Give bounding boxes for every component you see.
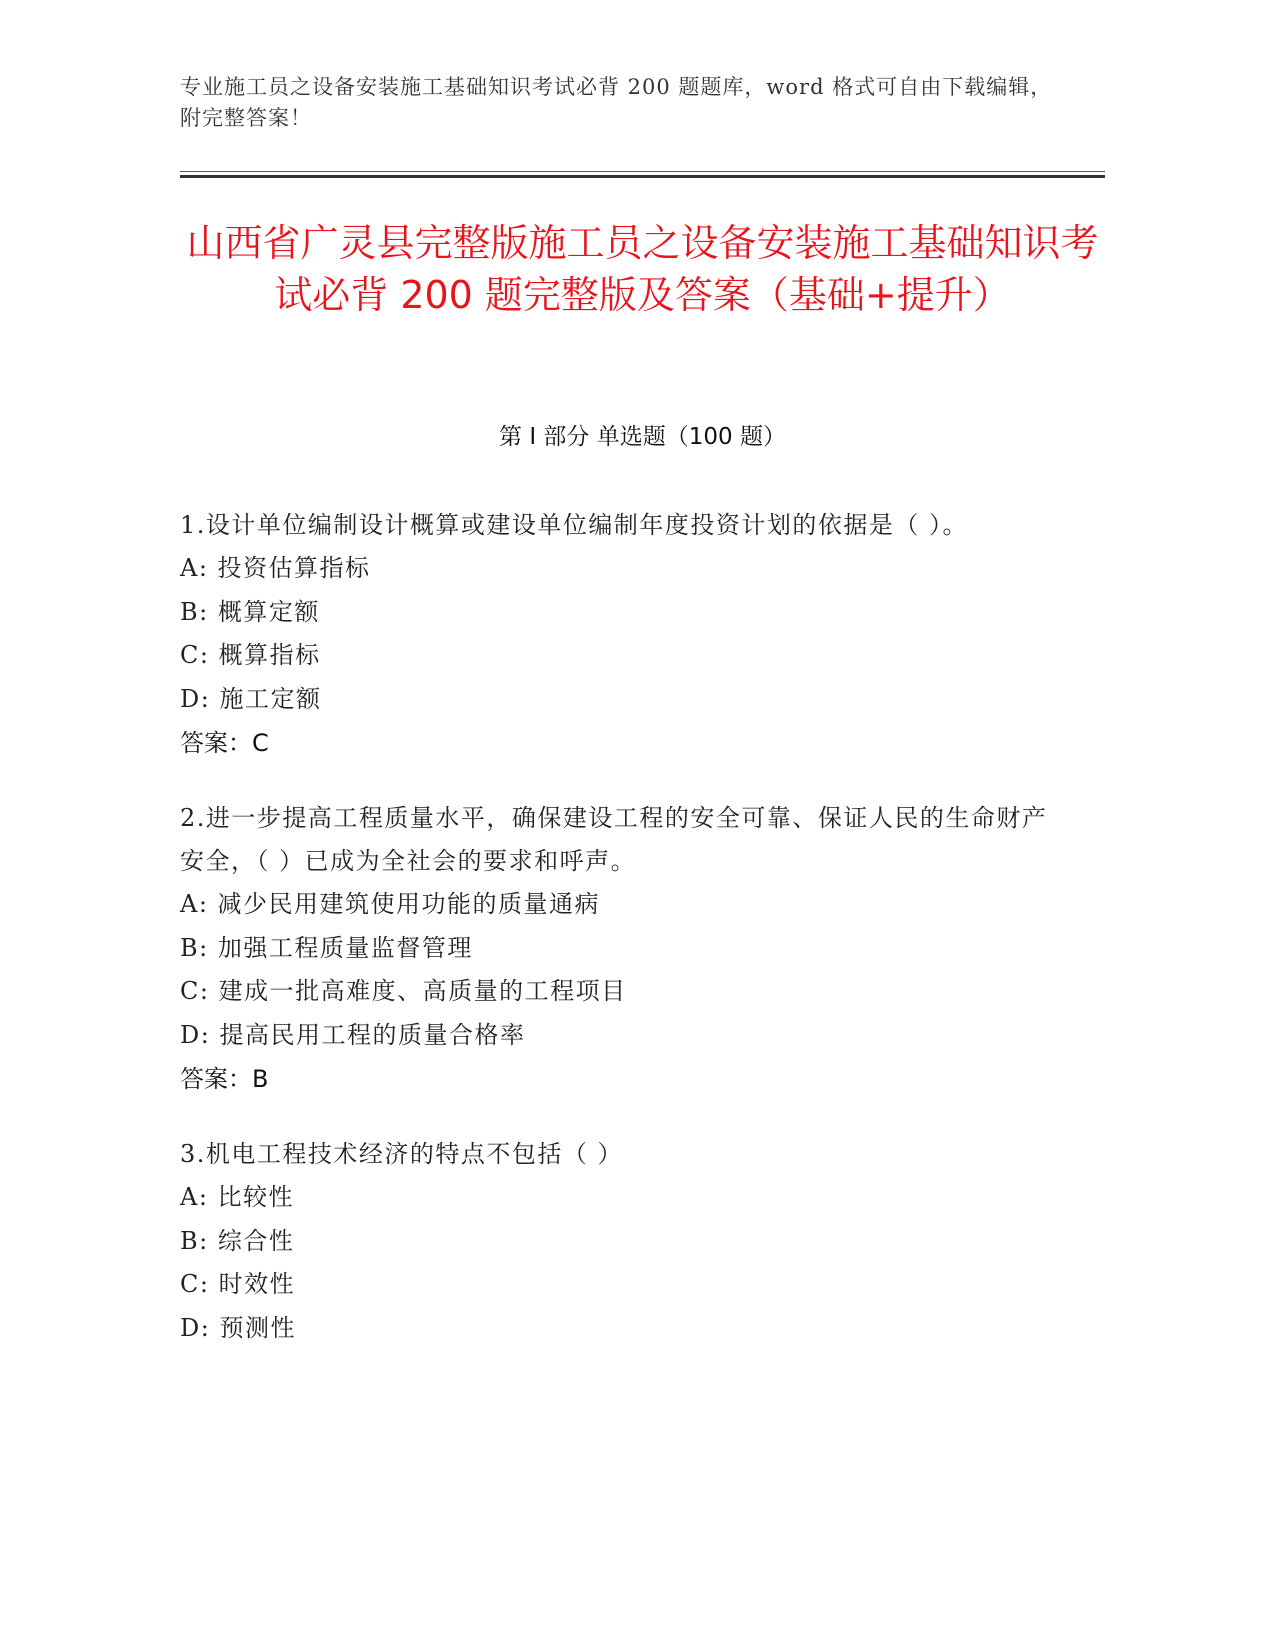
answer: 答案：C [180,729,269,757]
option-b: B: 概算定额 [180,597,320,626]
option-d: D: 提高民用工程的质量合格率 [180,1020,526,1049]
option-c: C: 时效性 [180,1270,296,1298]
header-divider-thick [180,175,1105,178]
question-list [180,504,1060,1382]
question-1 [180,504,1060,765]
option-b: B: 综合性 [180,1226,295,1255]
option-c: C: 概算指标 [180,641,321,669]
option-a: A: 投资估算指标 [180,554,371,582]
header-divider-thin [180,171,1105,172]
question-3 [180,1133,1060,1350]
document-title: 山西省广灵县完整版施工员之设备安装施工基础知识考试必背 200 题完整版及答案（基础+提升） [186,221,1099,317]
question-stem: 1.设计单位编制设计概算或建设单位编制年度投资计划的依据是（ ）。 [180,511,969,539]
option-d: D: 预测性 [180,1313,296,1342]
option-a: A: 减少民用建筑使用功能的质量通病 [180,890,601,918]
question-stem: 3.机电工程技术经济的特点不包括（ ） [180,1140,624,1168]
question-stem: 2.进一步提高工程质量水平，确保建设工程的安全可靠、保证人民的生命财产安全，（ ）已成为全社会的要求和呼声。 [180,804,1048,875]
answer: 答案：B [180,1065,269,1093]
option-d: D: 施工定额 [180,684,322,713]
option-b: B: 加强工程质量监督管理 [180,933,473,962]
section-heading: 第 I 部分 单选题（100 题） [499,424,786,450]
option-c: C: 建成一批高难度、高质量的工程项目 [180,977,627,1005]
header-note: 专业施工员之设备安装施工基础知识考试必背 200 题题库，word 格式可自由下载编辑，附完整答案！ [180,75,1053,130]
question-2 [180,797,1060,1101]
option-a: A: 比较性 [180,1183,295,1211]
